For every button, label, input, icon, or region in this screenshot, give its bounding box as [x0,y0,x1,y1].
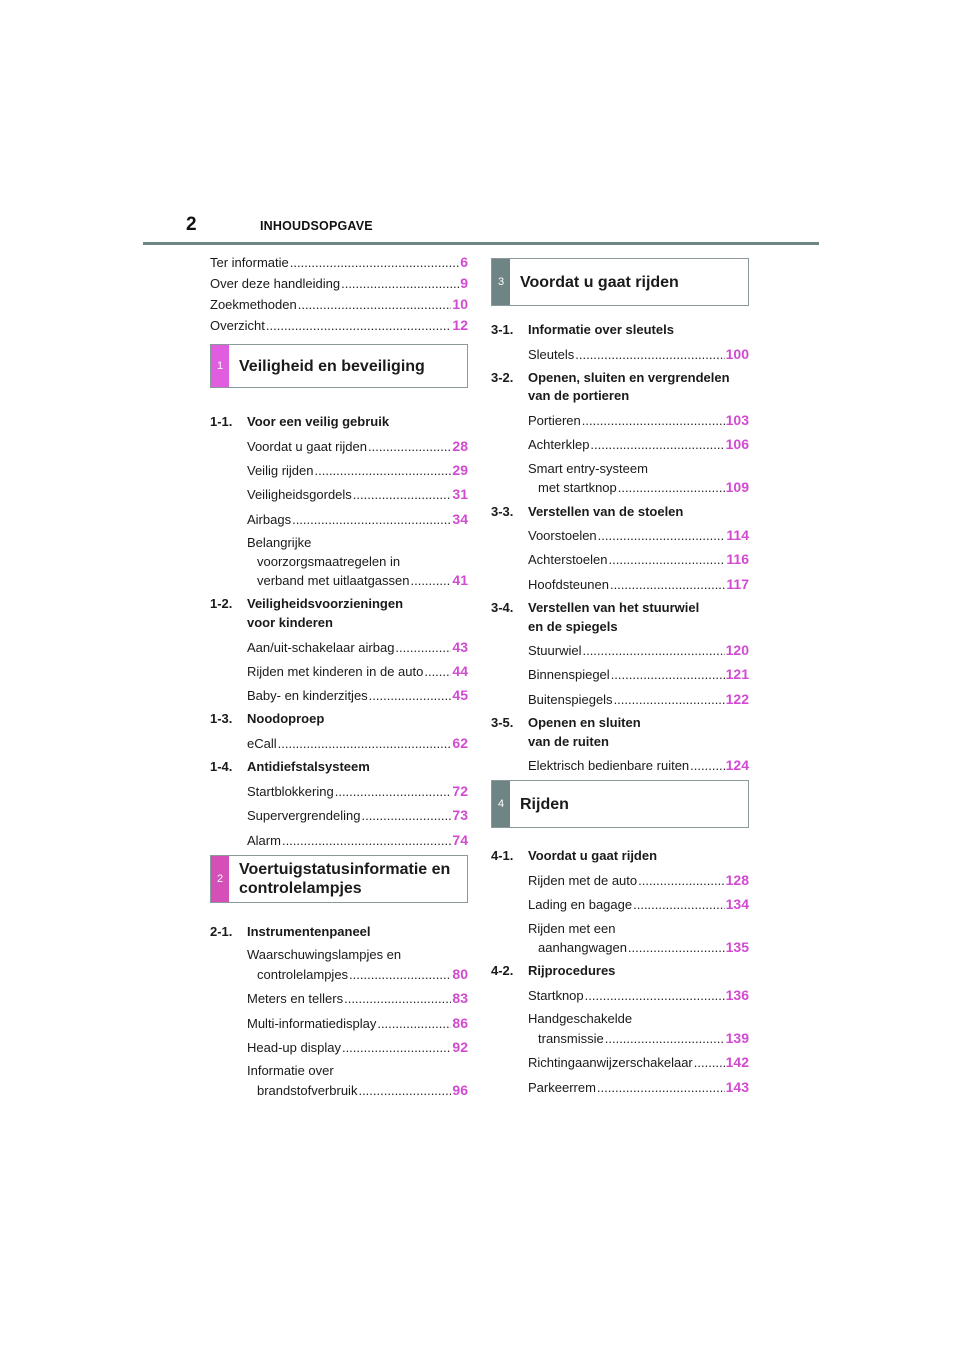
toc-entry[interactable]: Rijden met een aanhangwagen ..... 135 [528,920,749,958]
toc-entry[interactable]: Ter informatie ..... 6 [210,253,468,273]
toc-entry[interactable]: Overzicht ..... 12 [210,316,468,336]
page-link[interactable]: 142 [725,1054,749,1071]
toc-entry[interactable]: Achterklep ..... 106 [528,435,749,455]
page-link[interactable]: 41 [452,572,468,589]
chapter-title: Voordat u gaat rijden [520,273,679,291]
page-link[interactable]: 135 [725,939,749,956]
section-3-2: 3-2. Openen, sluiten en vergrendelen van de portieren Portieren ..... 103 Achterklep ..... 106 Smart entry-systeem met startknop ..... 109 [491,369,749,498]
page-link[interactable]: 92 [452,1038,468,1055]
toc-entry[interactable]: Binnenspiegel ..... 121 [528,665,749,685]
toc-entry[interactable]: Achterstoelen ..... 116 [528,550,749,570]
section-3-1: 3-1. Informatie over sleutels Sleutels ..... 100 [491,321,749,364]
toc-entry[interactable]: Veiligheidsgordels ..... 31 [247,485,468,505]
toc-entry[interactable]: Waarschuwingslampjes en controlelampjes ..... 80 [247,946,468,984]
page-link[interactable]: 45 [452,687,468,704]
toc-entry[interactable]: Airbags ..... 34 [247,510,468,530]
toc-entry[interactable]: Multi-informatiedisplay ..... 86 [247,1014,468,1034]
page-link[interactable]: 12 [452,316,468,333]
page-link[interactable]: 139 [725,1029,749,1046]
chapter-4-heading[interactable] [491,780,749,828]
chapter-tab: 1 [211,345,229,387]
page-link[interactable]: 74 [452,831,468,848]
toc-entry[interactable]: Handgeschakelde transmissie ..... 139 [528,1010,749,1048]
toc-entry[interactable]: Startknop ..... 136 [528,986,749,1006]
page-link[interactable]: 31 [452,486,468,503]
toc-left-column [210,253,468,1105]
chapter-1-heading[interactable] [210,344,468,388]
toc-entry[interactable]: Informatie over brandstofverbruik ..... 96 [247,1062,468,1100]
page-link[interactable]: 29 [452,462,468,479]
section-title: Veiligheidsvoorzieningen voor kinderen [247,596,404,631]
chapter-title: Rijden [520,795,569,813]
page-link[interactable]: 43 [452,638,468,655]
toc-entry[interactable]: Aan/uit-schakelaar airbag ..... 43 [247,638,468,658]
page-link[interactable]: 83 [452,990,468,1007]
section-title: Verstellen van de stoelen [528,503,684,519]
page-link[interactable]: 109 [725,479,749,496]
page-link[interactable]: 114 [726,527,749,544]
toc-entry[interactable]: Meters en tellers ..... 83 [247,989,468,1009]
toc-entry[interactable]: Rijden met kinderen in de auto ..... 44 [247,662,468,682]
page-link[interactable]: 80 [452,965,468,982]
page-link[interactable]: 100 [725,345,749,362]
page-link[interactable]: 122 [725,690,749,707]
section-title: Openen en sluiten van de ruiten [528,714,641,749]
chapter-tab: 4 [492,781,510,827]
chapter-2-heading[interactable] [210,855,468,903]
chapter-title: Veiligheid en beveiliging [239,357,425,375]
toc-entry[interactable]: Rijden met de auto ..... 128 [528,871,749,891]
toc-entry[interactable]: Parkeerrem ..... 143 [528,1078,749,1098]
toc-entry[interactable]: Hoofdsteunen ..... 117 [528,575,749,595]
toc-entry[interactable]: Veilig rijden ..... 29 [247,461,468,481]
section-title: Informatie over sleutels [528,322,674,337]
section-2-1: 2-1. Instrumentenpaneel Waarschuwingslampjes en controlelampjes ..... 80 Meters en tellers ..... 83 Multi-informatiedisplay ..... 86 Head-up display ..... 92 Informatie over brandstofverbruik ..... 96 [210,923,468,1101]
page-link[interactable]: 86 [452,1014,468,1031]
section-title: Antidiefstalsysteem [247,759,370,775]
toc-right-column [491,258,749,1102]
header-title: INHOUDSOPGAVE [260,219,373,233]
toc-entry[interactable]: eCall ..... 62 [247,734,468,754]
toc-entry[interactable]: Voordat u gaat rijden ..... 28 [247,437,468,457]
toc-entry[interactable]: Voorstoelen ..... 114 [528,526,749,546]
page-link[interactable]: 73 [452,807,468,824]
section-1-2: 1-2. Veiligheidsvoorzieningen voor kinderen Aan/uit-schakelaar airbag ..... 43 Rijden met kinderen in de auto ..... 44 Baby- en kinderzitjes ..... 45 [210,595,468,705]
toc-entry[interactable]: Startblokkering ..... 72 [247,782,468,802]
header-rule [143,242,819,245]
section-3-3: 3-3. Verstellen van de stoelen Voorstoelen ..... 114 Achterstoelen ..... 116 Hoofdsteunen ..... 117 [491,503,749,595]
page-link[interactable]: 143 [725,1078,749,1095]
section-title: Instrumentenpaneel [247,923,371,939]
toc-entry[interactable]: Head-up display ..... 92 [247,1038,468,1058]
toc-entry[interactable]: Portieren ..... 103 [528,411,749,431]
page-link[interactable]: 121 [725,666,749,683]
page-link[interactable]: 103 [725,412,749,429]
chapter-tab: 2 [211,856,229,902]
page-link[interactable]: 124 [725,757,749,774]
page-link[interactable]: 28 [452,437,468,454]
page-link[interactable]: 96 [452,1081,468,1098]
page-link[interactable]: 117 [726,575,749,592]
page-link[interactable]: 128 [725,872,749,889]
toc-entry[interactable]: Lading en bagage ..... 134 [528,895,749,915]
page-link[interactable]: 134 [725,896,749,913]
intro-entries [210,253,468,335]
section-title: Voor een veilig gebruik [247,414,390,430]
page-link[interactable]: 44 [452,662,468,679]
page-link[interactable]: 62 [452,735,468,752]
page-link[interactable]: 9 [460,274,468,291]
toc-entry[interactable]: Sleutels ..... 100 [528,345,749,365]
toc-entry[interactable]: Elektrisch bedienbare ruiten ..... 124 [528,756,749,776]
page-link[interactable]: 116 [726,551,749,568]
page-link[interactable]: 106 [725,436,749,453]
chapter-3-heading[interactable] [491,258,749,306]
section-3-5: 3-5. Openen en sluiten van de ruiten Elektrisch bedienbare ruiten ..... 124 [491,714,749,776]
toc-entry[interactable]: Richtingaanwijzerschakelaar ..... 142 [528,1053,749,1073]
toc-entry[interactable]: Over deze handleiding ..... 9 [210,274,468,294]
section-title: Rijprocedures [528,963,616,979]
page-link[interactable]: 34 [452,510,468,527]
toc-entry[interactable]: Stuurwiel ..... 120 [528,641,749,661]
section-3-4: 3-4. Verstellen van het stuurwiel en de spiegels Stuurwiel ..... 120 Binnenspiegel ..... 121 Buitenspiegels ..... 122 [491,599,749,709]
section-4-2: 4-2. Rijprocedures Startknop ..... 136 Handgeschakelde transmissie ..... 139 Richtingaanwijzerschakelaar ..... 142 Parkeerrem ..... 143 [491,962,749,1097]
section-1-3: 1-3. Noodoproep eCall ..... 62 [210,710,468,753]
page-link[interactable]: 72 [452,782,468,799]
page-link[interactable]: 120 [725,642,749,659]
page-number: 2 [186,214,197,235]
toc-entry[interactable]: Belangrijke voorzorgsmaatregelen in verband met uitlaatgassen ..... 41 [247,534,468,591]
toc-entry[interactable]: Zoekmethoden ..... 10 [210,295,468,315]
toc-entry[interactable]: Alarm ..... 74 [247,831,468,851]
toc-entry[interactable]: Baby- en kinderzitjes ..... 45 [247,686,468,706]
toc-entry[interactable]: Buitenspiegels ..... 122 [528,690,749,710]
section-4-1: 4-1. Voordat u gaat rijden Rijden met de auto ..... 128 Lading en bagage ..... 134 Rijden met een aanhangwagen ..... 135 [491,847,749,957]
page-link[interactable]: 10 [452,295,468,312]
page-link[interactable]: 136 [725,987,749,1004]
section-title: Openen, sluiten en vergrendelen van de portieren [528,369,730,404]
chapter-tab: 3 [492,259,510,305]
toc-entry[interactable]: Supervergrendeling ..... 73 [247,806,468,826]
chapter-title: Voertuigstatusinformatie en controlelampjes [239,860,451,897]
section-title: Verstellen van het stuurwiel en de spiegels [528,599,700,634]
page-link[interactable]: 6 [460,254,468,270]
page-header [143,212,819,246]
section-1-1: 1-1. Voor een veilig gebruik Voordat u gaat rijden ..... 28 Veilig rijden ..... 29 Veiligheidsgordels ..... 31 Airbags ..... 34 Belangrijke voorzorgsmaatregelen in verband met uitlaatgassen ..... 41 [210,413,468,591]
toc-entry[interactable]: Smart entry-systeem met startknop ..... 109 [528,460,749,498]
section-1-4: 1-4. Antidiefstalsysteem Startblokkering ..... 72 Supervergrendeling ..... 73 Alarm ..... 74 [210,758,468,850]
section-title: Noodoproep [247,711,325,727]
section-title: Voordat u gaat rijden [528,848,658,864]
